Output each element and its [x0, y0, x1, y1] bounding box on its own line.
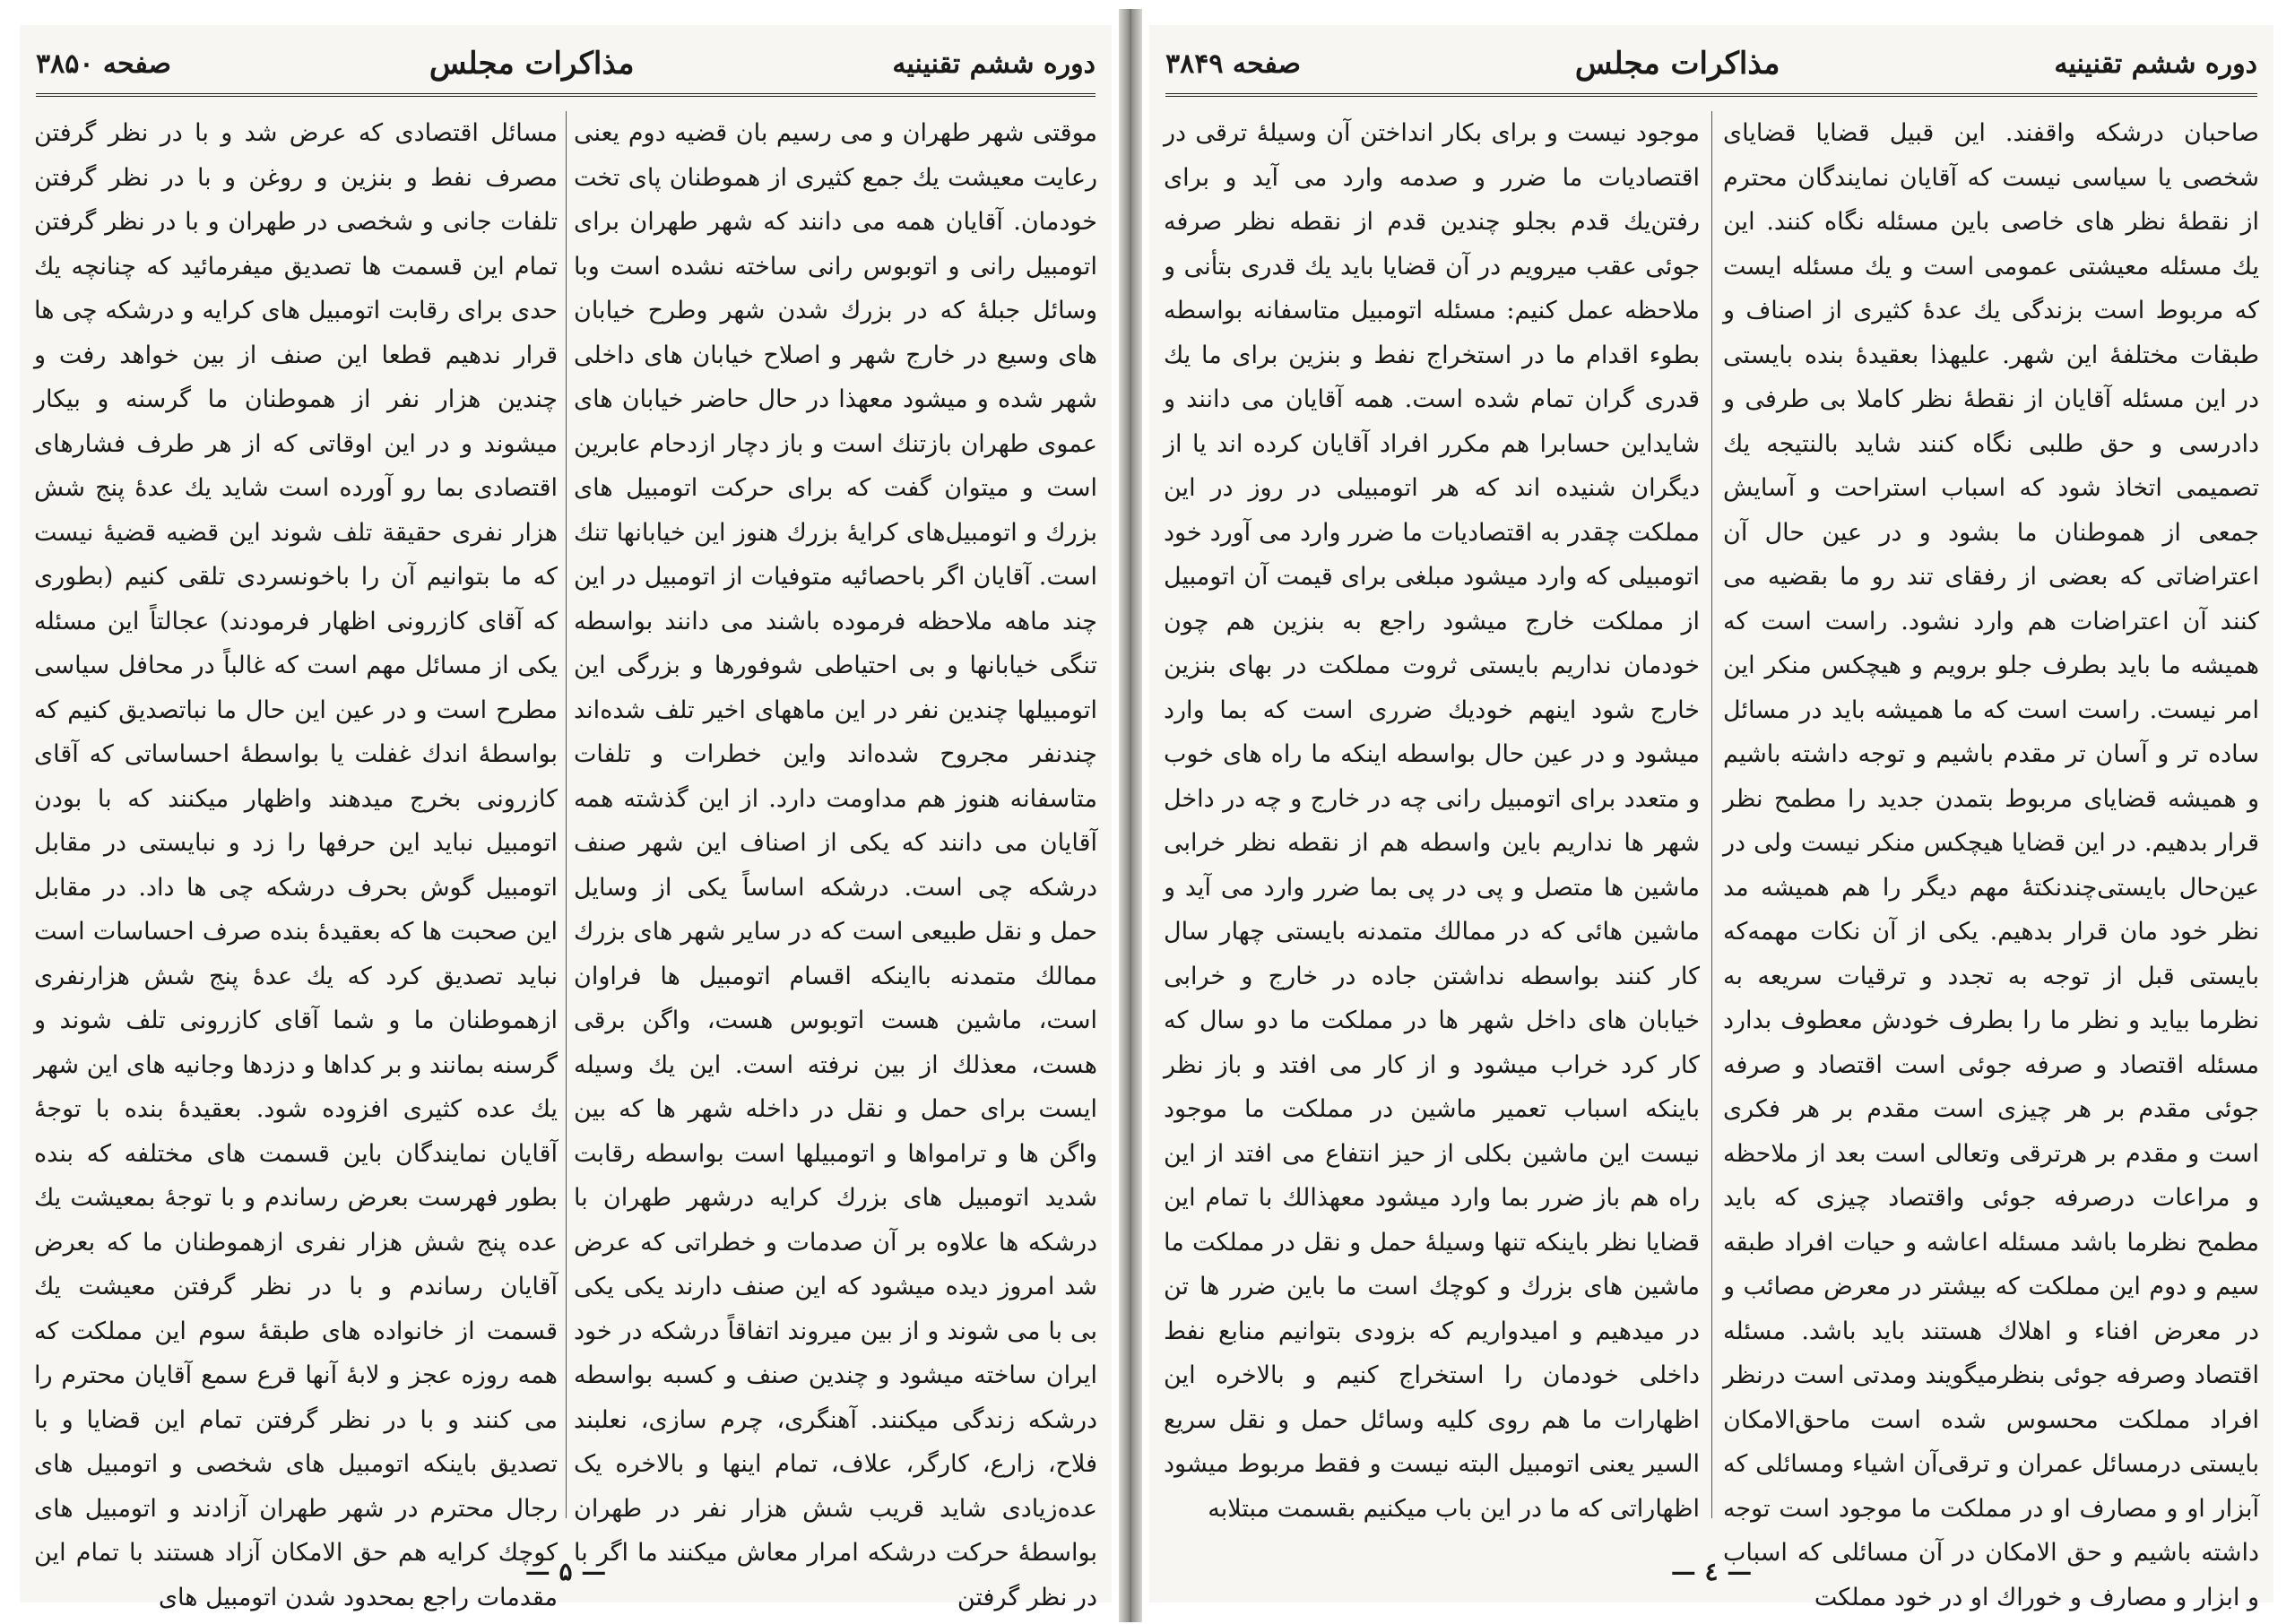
page-title: مذاکرات مجلس — [1574, 46, 1780, 82]
header-rule — [36, 93, 1096, 97]
left-page — [20, 25, 1112, 1611]
session-label: دوره ششم تقنینیه — [2054, 48, 2257, 80]
column-divider — [1711, 111, 1712, 1518]
column-text: صاحبان درشکه واقفند. این قبیل قضایا قضایای شخصی یا سیاسی نیست که آقایان نمایندگان محترم از نقطهٔ نظر های خاصی باین مسئله نگاه کنند. این یك مسئله معیشتی عمومی است و یك مسئله ایست که مربوط است بزندگی یك عدهٔ کثیری از اصناف و طبقات مختلفهٔ این شهر. علیهذا بعقیدهٔ بنده بایستی در این مسئله آقایان از نقطهٔ نظر کاملا بی طرفی و دادرسی و حق طلبی نگاه کنند شاید بالنتیجه یك تصمیمی اتخاذ شود که اسباب استراحت و آسایش جمعی از هموطنان ما بشود و در عین حال آن اعتراضاتی که بعضی از رفقای تند رو ما بقضیه می کنند آن اعتراضات هم وارد نشود. راست است که همیشه ما باید بطرف جلو برویم و هیچکس منکر این امر نیست. راست است که ما همیشه باید در مسائل ساده تر و آسان تر مقدم باشیم و توجه داشته باشیم و همیشه قضایای مربوط بتمدن جدید را مطمح نظر قرار بدهیم. در این قضایا هیچکس منکر نیست ولی در عین‌حال بایستی‌چندنکتهٔ مهم دیگر را هم همیشه مد نظر خود مان قرار بدهیم. یکی از آن نکات مهمه‌که بایستی قبل از توجه به تجدد و ترقیات سریعه به نظرما بیاید و نظر ما را بطرف خودش معطوف بدارد مسئله اقتصاد و صرفه جوئی است اقتصاد و صرفه جوئی مقدم بر هر چیزی است مقدم بر هر فکری است و مقدم بر هرترقی وتعالی است بعد از ملاحظه و مراعات درصرفه جوئی واقتصاد چیزی که باید مطمح نظرما باشد مسئله اعاشه و حیات افراد طبقه سیم و دوم این مملکت که بیشتر در معرض مصائب و در معرض افناء و اهلاك هستند باید باشد. مسئله اقتصاد وصرفه جوئی بنظرمیگویند ومدتی است درنظر افراد مملکت محسوس شده است ماحق‌الامکان بایستی درمسائل عمران و ترقی‌آن اشیاء ومسائلی که آبزار او و مصارف او در مملکت ما موجود است توجه داشته باشیم و حق الامکان در آن مسائلی که اسباب و ابزار و مصارف و خوراك او در خود مملکت — [1723, 119, 2259, 1611]
text-column-left — [29, 111, 563, 1611]
left-page-header — [36, 38, 1096, 90]
column-text: مسائل اقتصادی که عرض شد و با در نظر گرفتن مصرف نفط و بنزین و روغن و با در نظر گرفتن تلفات جانی و شخصی در طهران و با در نظر گرفتن تمام این قسمت ها تصدیق میفرمائید که چنانچه یك حدی برای رقابت اتومبیل های کرایه و درشکه چی ها قرار ندهیم قطعا این صنف از بین خواهد رفت و چندین هزار نفر از هموطنان ما گرسنه و بیکار میشوند و در این اوقاتی که از هر طرف فشارهای اقتصادی بما رو آورده است شاید یك عدهٔ پنج شش هزار نفری حقیقة تلف شوند این قضیه قضیهٔ نیست که ما بتوانیم آن را باخونسردی تلقی کنیم (بطوری که آقای کازرونی اظهار فرمودند) عجالتاً این مسئله یکی از مسائل مهم است که غالباً در محافل سیاسی مطرح است و در عین این حال ما نباتصدیق کنیم که بواسطهٔ اندك غفلت یا بواسطهٔ احساساتی که آقای کازرونی بخرج میدهند واظهار میکنند که با بودن اتومبیل نباید این حرفها را زد و نبایستی در مقابل اتومبیل گوش بحرف درشکه چی ها داد. در مقابل این صحبت ها که بعقیدهٔ بنده صرف احساسات است نباید تصدیق کرد که یك عدهٔ پنج شش هزارنفری ازهموطنان ما و شما آقای کازرونی تلف شوند و گرسنه بمانند و بر کداها و دزدها وجانیه های این شهر یك عده کثیری افزوده شود. بعقیدهٔ بنده با توجهٔ آقایان نمایندگان باین قسمت های مختلفه که بنده بطور فهرست بعرض رساندم و با توجهٔ بمعیشت یك عده پنج شش هزار نفری ازهموطنان ما که بعرض آقایان رساندم و با در نظر گرفتن معیشت یك قسمت از خانواده های طبقهٔ سوم این مملکت که همه روزه عجز و لابهٔ آنها قرع سمع آقایان محترم را می کنند و با در نظر گرفتن تمام این قضایا و با تصدیق باینکه اتومبیل های شخصی و اتومبیل های رجال محترم در شهر طهران آزادند و اتومبیل های کوچك کرایه هم حق الامکان آزاد هستند با تمام این مقدمات راجع بمحدود شدن اتومبیل های — [34, 119, 558, 1611]
page-footer-number: — ۵ — — [524, 1557, 607, 1586]
right-page-header — [1165, 38, 2257, 90]
page-number: صفحه ۳۸۴۹ — [1165, 48, 1301, 80]
right-page — [1149, 25, 2273, 1611]
page-footer-number: — ٤ — — [1670, 1557, 1753, 1586]
column-divider — [566, 111, 567, 1518]
text-column-left — [1158, 111, 1705, 1523]
session-label: دوره ششم تقنینیه — [892, 48, 1096, 80]
book-gutter — [1119, 9, 1142, 1622]
text-column-right — [1718, 111, 2265, 1611]
header-rule — [1165, 93, 2257, 97]
page-number: صفحه ۳۸۵۰ — [36, 48, 171, 80]
text-column-right — [568, 111, 1103, 1611]
page-title: مذاکرات مجلس — [429, 46, 635, 82]
column-text: موجود نیست و برای بکار انداختن آن وسیلهٔ ترقی در اقتصادیات ما ضرر و صدمه وارد می آید و برای رفتن‌یك قدم بجلو چندین قدم از نقطه نظر صرفه جوئی عقب میرویم در آن قضایا باید یك قدری بتأنی و ملاحظه عمل کنیم: مسئله اتومبیل متاسفانه بواسطه بطوء اقدام ما در استخراج نفط و بنزین برای ما یك قدری گران تمام شده است. همه آقایان می دانند و شایداین حسابرا هم مکرر افراد آقایان کرده اند یا از دیگران شنیده اند که هر اتومبیلی در روز در این مملکت چقدر به اقتصادیات ما ضرر وارد می آورد خود اتومبیلی که وارد میشود مبلغی برای قیمت آن اتومبیل از مملکت خارج میشود راجع به بنزین هم چون خودمان نداریم بایستی ثروت مملکت در بهای بنزین خارج شود اینهم خودیك ضرری است که بما وارد میشود و در عین حال بواسطه اینکه ما راه های خوب و متعدد برای اتومبیل رانی چه در خارج و چه در داخل شهر ها نداریم باین واسطه هم از نقطه نظر خرابی ماشین ها متصل و پی در پی بما ضرر وارد می آید و ماشین هائی که در ممالك متمدنه بایستی چهار سال کار کنند بواسطه نداشتن جاده در خارج و خرابی خیابان های داخل شهر ها در مملکت ما دو سال که کار کرد خراب میشود و از کار می افتد و باز نظر باینکه اسباب تعمیر ماشین در مملکت ما موجود نیست این ماشین بکلی از حیز انتفاع می افتد از این راه هم باز ضرر بما وارد میشود معهذالك با تمام این قضایا نظر باینکه تنها وسیلهٔ حمل و نقل در مملکت ما ماشین های بزرك و کوچك است ما باین ضرر ها تن در میدهیم و امیدواریم که بزودی بتوانیم منابع نفط داخلی خودمان را استخراج کنیم و بالاخره این اظهارات ما هم روی کلیه وسائل حمل و نقل سریع السیر یعنی اتومبیل البته نیست و فقط مربوط میشود اظهاراتی که ما در این باب میکنیم بقسمت مبتلابه — [1164, 119, 1700, 1523]
column-text: موقتی شهر طهران و می رسیم بان قضیه دوم یعنی رعایت معیشت یك جمع کثیری از هموطنان پای تخت خودمان. آقایان همه می دانند که شهر طهران برای اتومبیل رانی و اتوبوس رانی ساخته نشده است وبا وسائل جبلهٔ که در بزرك شدن شهر وطرح خیابان های وسیع در خارج شهر و اصلاح خیابان های داخلی شهر شده و میشود معهذا در حال حاضر خیابان های عموی طهران بازتنك است و باز دچار ازدحام عابرین است و میتوان گفت که برای حرکت اتومبیل های بزرك و اتومبیل‌های کرایهٔ بزرك هنوز این خیابانها تنك است. آقایان اگر باحصائیه متوفیات از اتومبیل در این چند ماهه ملاحظه فرموده باشند می دانند بواسطه تنگی خیابانها و بی احتیاطی شوفورها و بزرگی این اتومبیلها چندین نفر در این ماههای اخیر تلف شده‌اند چندنفر مجروح شده‌اند واین خطرات و تلفات متاسفانه هنوز هم مداومت دارد. از این گذشته همه آقایان می دانند که یکی از اصناف این شهر صنف درشکه چی است. درشکه اساساً یکی از وسایل حمل و نقل طبیعی است که در سایر شهر های بزرك ممالك متمدنه بااینکه اقسام اتومبیل ها فراوان است، ماشین هست اتوبوس هست، واگن برقی هست، معذلك از بین نرفته است. این یك وسیله ایست برای حمل و نقل در داخله شهر ها که بین واگن ها و ترامواها و اتومبیلها است بواسطه رقابت شدید اتومبیل های بزرك کرایه درشهر طهران با درشکه ها علاوه بر آن صدمات و خطراتی که عرض شد امروز دیده میشود که این صنف دارند یکی یکی بی با می شوند و از بین میروند اتفاقاً درشکه در خود ایران ساخته میشود و چندین صنف و کسبه بواسطه درشکه زندگی میکنند. آهنگری، چرم سازی، نعلبند فلاح، زارع، کارگر، علاف، تمام اینها و بالاخره یک عده‌زیادی شاید قریب شش هزار نفر در طهران بواسطهٔ حرکت درشکه امرار معاش میکنند ما اگر با در نظر گرفتن — [574, 119, 1097, 1611]
